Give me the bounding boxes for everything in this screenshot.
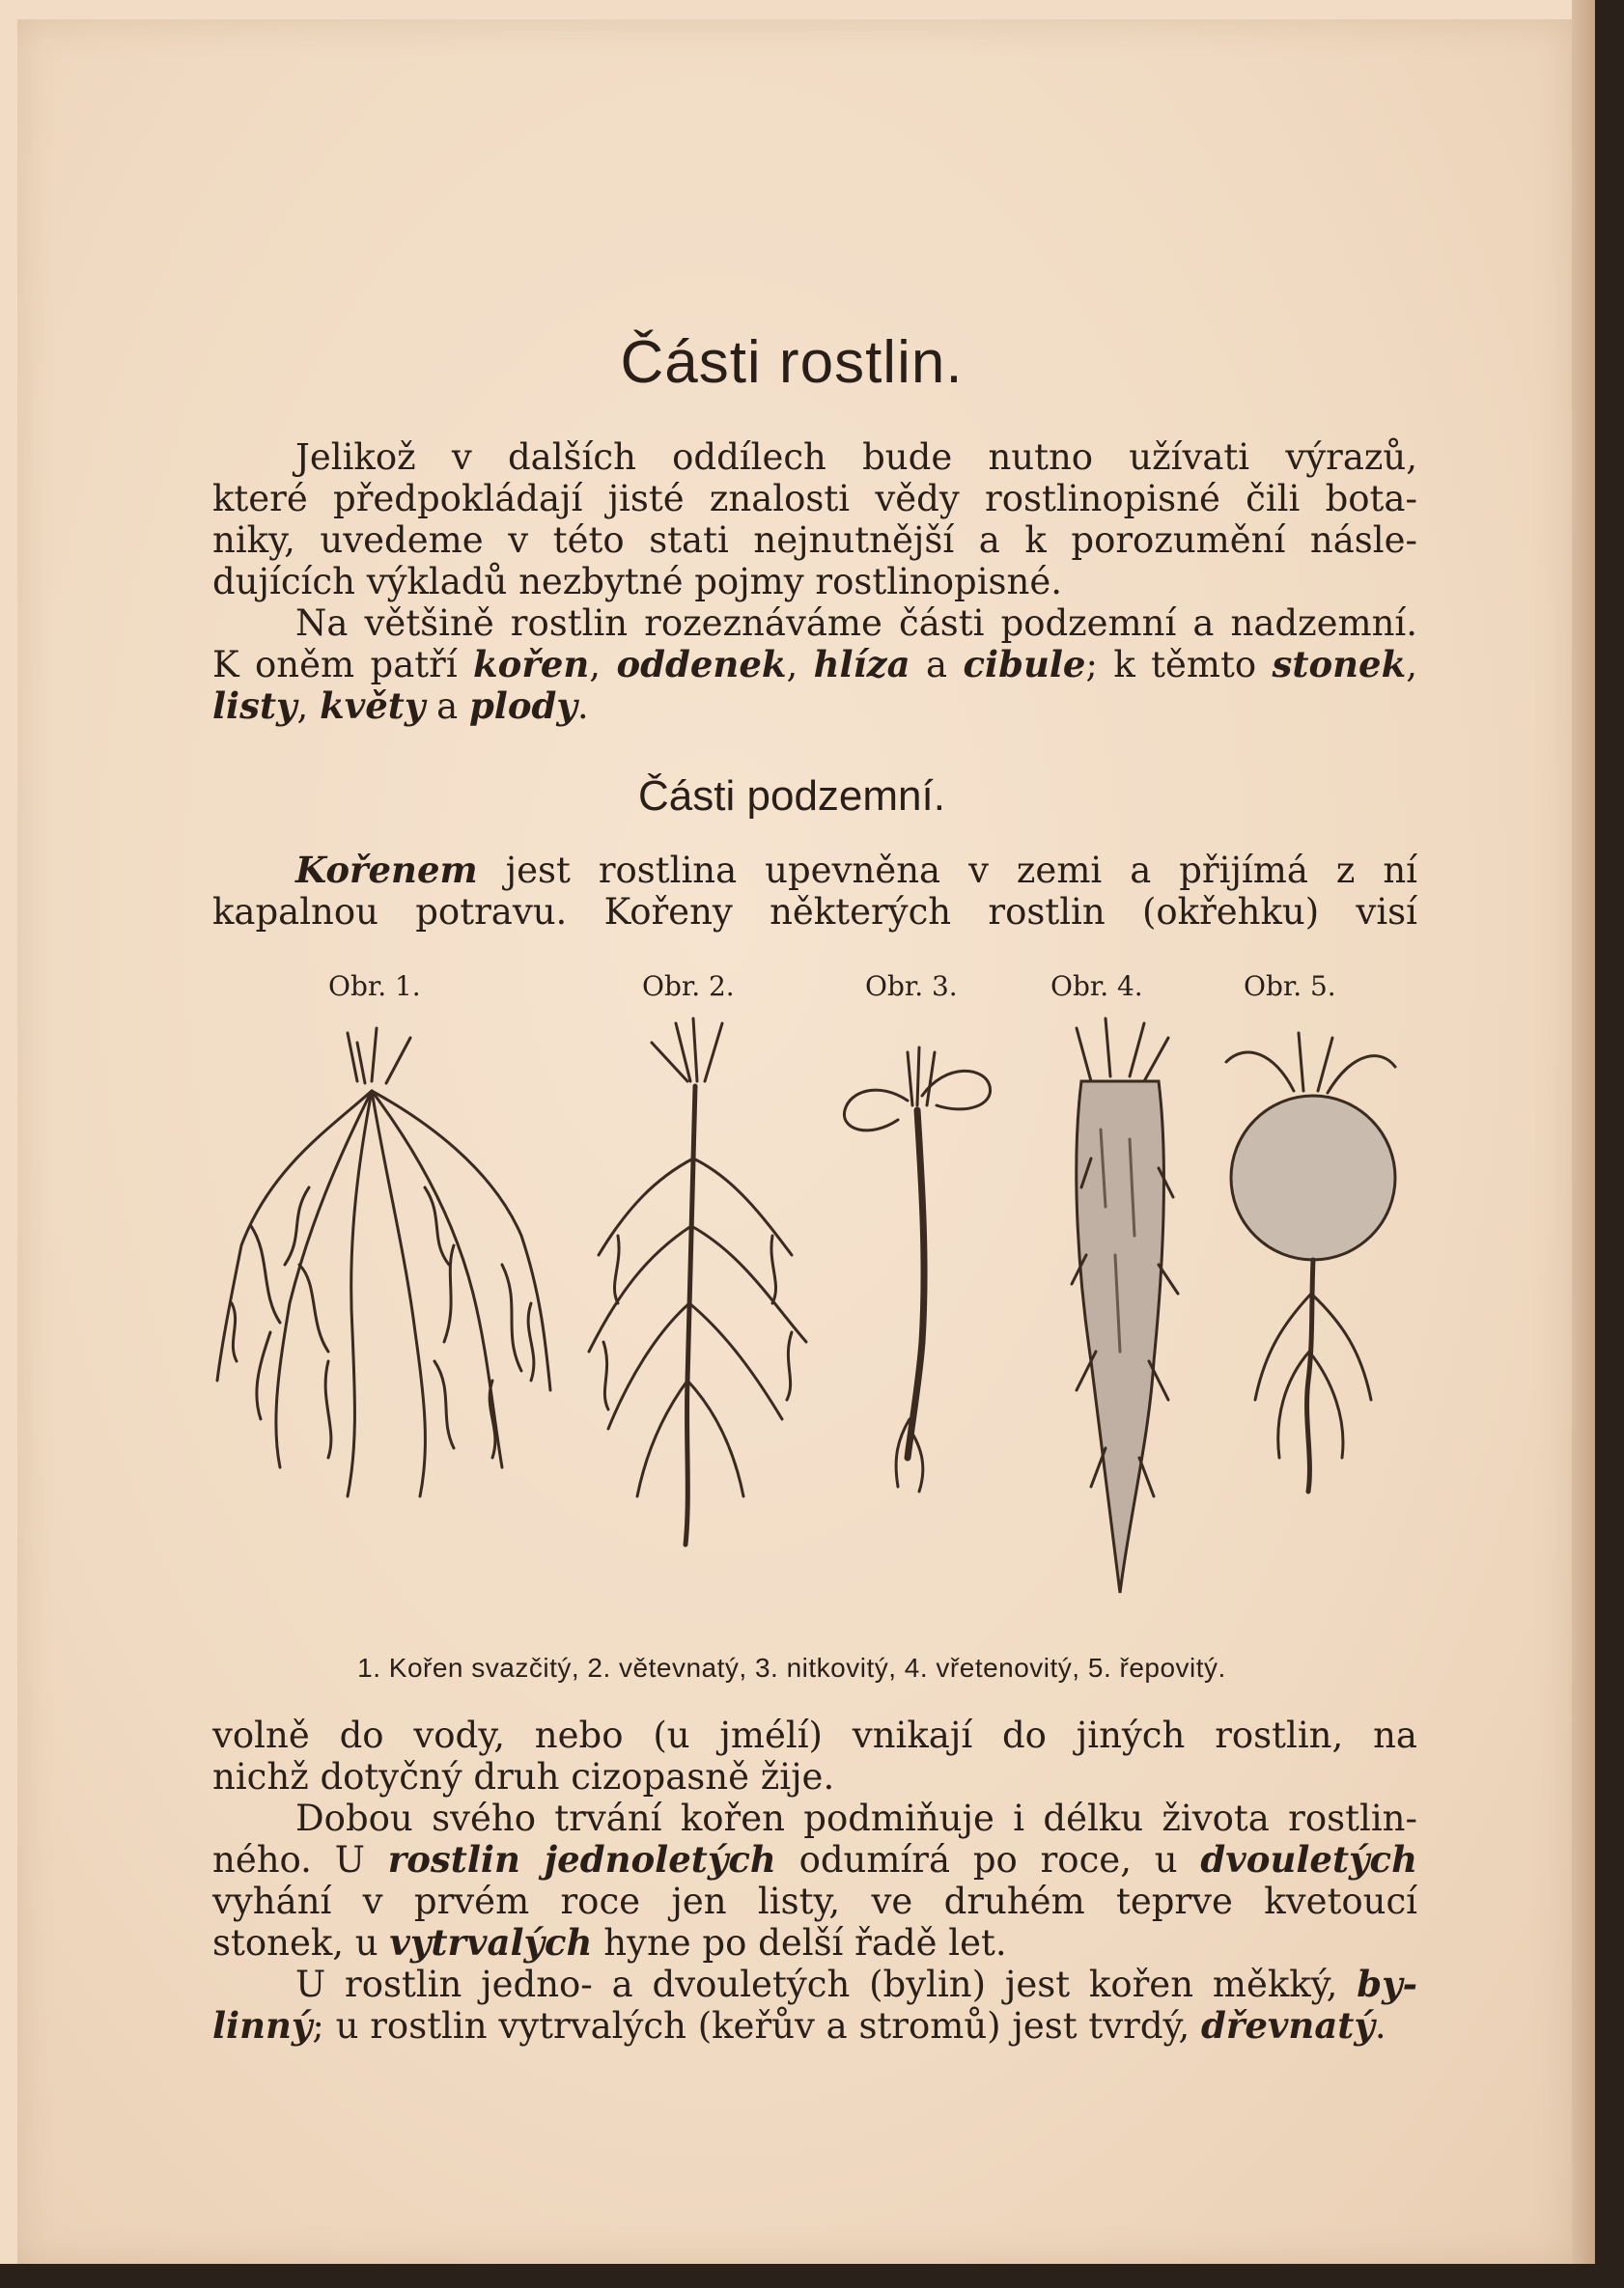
- text-run: a: [425, 685, 469, 727]
- term-bylinny: by-: [1357, 1963, 1417, 2005]
- paragraph-intro: [212, 436, 1417, 602]
- figure-caption: 1. Kořen svazčitý, 2. větevnatý, 3. nitkovitý, 4. vřetenovitý, 5. řepovitý.: [357, 1653, 1226, 1683]
- text-run: ,: [296, 685, 321, 727]
- text-line: [212, 2005, 1417, 2047]
- term-stonek: stonek: [1272, 643, 1407, 685]
- binding-strip: [1595, 0, 1624, 2288]
- paragraph-roots: [212, 850, 1417, 933]
- fibrous-root-illustration: [212, 1014, 560, 1516]
- text-run: jest rostlina upevněna v zemi a přijímá z ní: [477, 850, 1417, 891]
- figure-label-2: Obr. 2.: [642, 970, 735, 1002]
- page-edge-bottom: [0, 2264, 1624, 2288]
- term-oddenek: oddenek: [616, 643, 787, 685]
- branched-root-illustration: [579, 1014, 821, 1554]
- text-run: .: [576, 685, 589, 727]
- text-line: [212, 685, 1417, 727]
- text-run: ného. U: [212, 1839, 388, 1881]
- text-run: ; k těmto: [1085, 644, 1273, 685]
- text-run: K oněm patří: [212, 644, 474, 685]
- text-line: [212, 850, 1417, 891]
- text-run: ,: [1406, 644, 1417, 685]
- text-line: kapalnou potravu. Kořeny některých rostlin (okřehku) visí: [212, 891, 1417, 933]
- paragraph-lifespan: [212, 1798, 1417, 1964]
- text-run: hyne po delší řadě let.: [592, 1922, 1007, 1964]
- text-run: .: [1374, 2005, 1386, 2047]
- term-bylinny-end: linný: [212, 2004, 313, 2047]
- text-run: ,: [589, 644, 617, 685]
- term-koren: kořen: [473, 643, 590, 685]
- text-run: odumírá po roce, u: [775, 1839, 1201, 1881]
- term-jednolete: rostlin jednoletých: [387, 1838, 776, 1881]
- text-line: [212, 644, 1417, 685]
- term-hliza: hlíza: [813, 643, 910, 685]
- text-line: vyhání v prvém roce jen listy, ve druhém teprve kvetoucí: [212, 1881, 1417, 1922]
- text-line: [212, 1922, 1417, 1964]
- spindle-root-illustration: [1023, 1014, 1217, 1612]
- text-line: volně do vody, nebo (u jmélí) vnikají do jiných rostlin, na: [212, 1715, 1417, 1756]
- text-run: ,: [786, 644, 814, 685]
- root-illustrations: [212, 1014, 1429, 1651]
- term-vytrvale: vytrvalých: [389, 1921, 593, 1964]
- text-line: [212, 1964, 1417, 2005]
- text-line: které předpokládají jisté znalosti vědy rostlinopisné čili bota-: [212, 478, 1417, 519]
- text-line: Dobou svého trvání kořen podmiňuje i délku života rostlin-: [295, 1798, 1417, 1839]
- threadlike-root-illustration: [830, 1014, 1004, 1496]
- text-line: niky, uvedeme v této stati nejnutnější a k porozumění násle-: [212, 519, 1417, 561]
- figure-label-4: Obr. 4.: [1050, 970, 1143, 1002]
- term-listy: listy: [212, 684, 297, 727]
- text-line: Na většině rostlin rozeznáváme části podzemní a nadzemní.: [295, 602, 1417, 644]
- page-title: Části rostlin.: [620, 329, 964, 396]
- figure-label-3: Obr. 3.: [865, 970, 958, 1002]
- term-plody: plody: [468, 684, 577, 727]
- figure-label-1: Obr. 1.: [328, 970, 421, 1002]
- paragraph-parts: [212, 602, 1417, 727]
- paragraph-parasitic: [212, 1715, 1417, 1798]
- term-cibule: cibule: [963, 643, 1086, 685]
- text-run: U rostlin jedno- a dvouletých (bylin) jest kořen měkký,: [295, 1964, 1358, 2005]
- beet-root-illustration: [1207, 1014, 1419, 1496]
- term-kvety: květy: [320, 684, 426, 727]
- text-line: Jelikož v dalších oddílech bude nutno užívati výrazů,: [295, 436, 1417, 478]
- figure-label-5: Obr. 5.: [1244, 970, 1336, 1002]
- term-dvoulete: dvouletých: [1200, 1838, 1417, 1881]
- text-run: a: [910, 644, 964, 685]
- text-run: ; u rostlin vytrvalých (keřův a stromů) jest tvrdý,: [312, 2005, 1202, 2047]
- term-korenem: Kořenem: [295, 849, 478, 891]
- text-line: nichž dotyčný druh cizopasně žije.: [212, 1756, 835, 1798]
- paragraph-texture: [212, 1964, 1417, 2047]
- section-title: Části podzemní.: [638, 772, 945, 820]
- text-run: stonek, u: [212, 1922, 390, 1964]
- text-line: dujících výkladů nezbytné pojmy rostlinopisné.: [212, 561, 1063, 602]
- term-drevnaty: dřevnatý: [1201, 2004, 1375, 2047]
- text-line: [212, 1839, 1417, 1881]
